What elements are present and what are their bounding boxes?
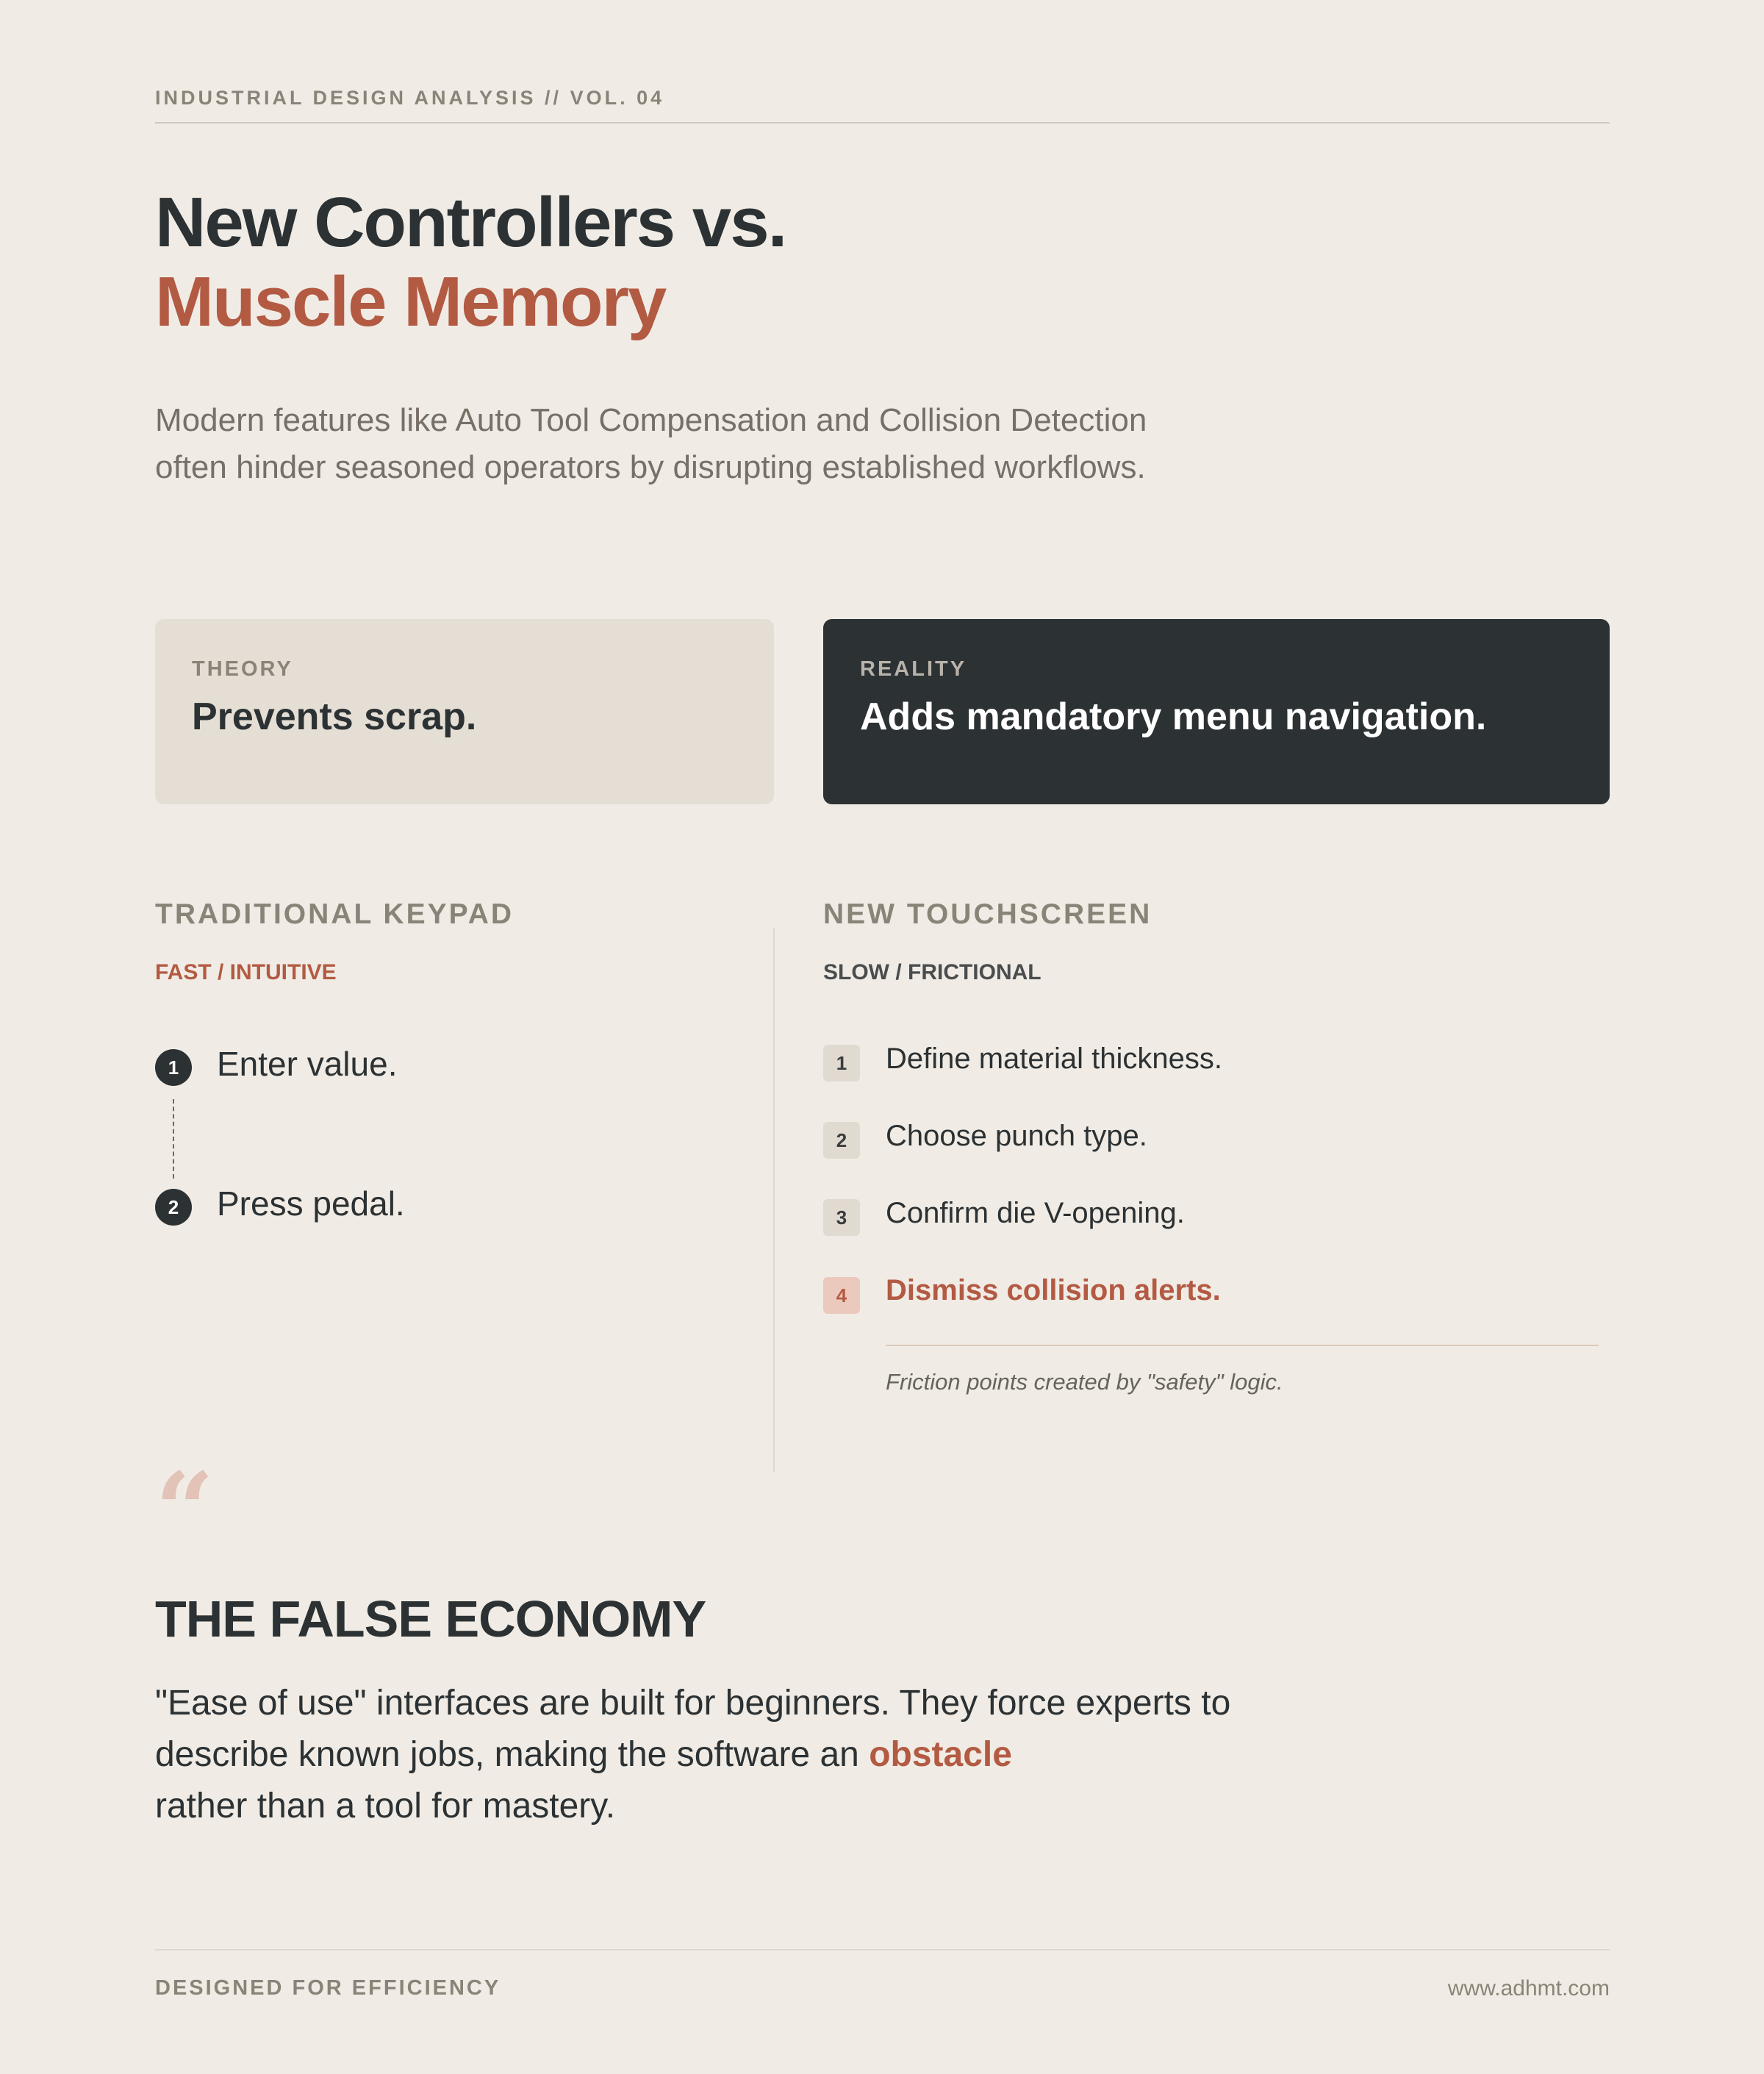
footer-divider — [155, 1949, 1610, 1950]
quote-highlight: obstacle — [869, 1735, 1012, 1774]
touchscreen-title: NEW TOUCHSCREEN — [823, 898, 1152, 930]
intro-line-1: Modern features like Auto Tool Compensation and Collision Detection — [155, 402, 1147, 438]
intro-line-2: often hinder seasoned operators by disrupting established workflows. — [155, 449, 1146, 485]
traditional-subtitle: FAST / INTUITIVE — [155, 960, 337, 984]
traditional-step-text: Enter value. — [217, 1045, 398, 1083]
touchscreen-step-text: Choose punch type. — [886, 1120, 1147, 1152]
touchscreen-step-number: 3 — [823, 1199, 860, 1236]
traditional-step-text: Press pedal. — [217, 1184, 405, 1223]
quote-body — [155, 1678, 1360, 1832]
reality-text: Adds mandatory menu navigation. — [860, 695, 1487, 738]
section-heading: THE FALSE ECONOMY — [155, 1590, 706, 1648]
friction-note: Friction points created by "safety" logic. — [886, 1369, 1283, 1395]
touchscreen-step-text: Define material thickness. — [886, 1043, 1222, 1075]
footer-tagline: DESIGNED FOR EFFICIENCY — [155, 1976, 501, 2000]
quote-text: "Ease of use" interfaces are built for beginners. They force experts to describe known jobs, making the software an — [155, 1684, 1231, 1774]
touchscreen-step-number: 2 — [823, 1122, 860, 1159]
infographic-page — [155, 0, 1610, 2074]
touchscreen-alert-step-number: 4 — [823, 1277, 860, 1314]
footer-website-link[interactable]: www.adhmt.com — [1447, 1976, 1610, 2000]
theory-card — [155, 619, 774, 804]
eyebrow-label: INDUSTRIAL DESIGN ANALYSIS // VOL. 04 — [155, 87, 665, 109]
header-divider — [155, 122, 1610, 124]
traditional-step-number: 1 — [155, 1049, 192, 1086]
friction-divider — [886, 1345, 1599, 1346]
touchscreen-step-number: 1 — [823, 1045, 860, 1081]
traditional-step-number: 2 — [155, 1189, 192, 1226]
quote-text-end: rather than a tool for mastery. — [155, 1787, 616, 1826]
theory-label: THEORY — [192, 657, 293, 681]
intro-paragraph — [155, 397, 1243, 491]
step-connector — [173, 1099, 174, 1179]
page-title: New Controllers vs. — [155, 183, 786, 262]
theory-text: Prevents scrap. — [192, 695, 477, 738]
reality-label: REALITY — [860, 657, 967, 681]
quote-icon: “ — [155, 1451, 215, 1571]
touchscreen-step-text: Confirm die V-opening. — [886, 1197, 1185, 1229]
reality-card — [823, 619, 1610, 804]
column-divider — [773, 928, 775, 1472]
page-title-accent: Muscle Memory — [155, 262, 666, 341]
touchscreen-alert-step-text: Dismiss collision alerts. — [886, 1274, 1221, 1306]
touchscreen-subtitle: SLOW / FRICTIONAL — [823, 960, 1041, 984]
traditional-title: TRADITIONAL KEYPAD — [155, 898, 514, 930]
